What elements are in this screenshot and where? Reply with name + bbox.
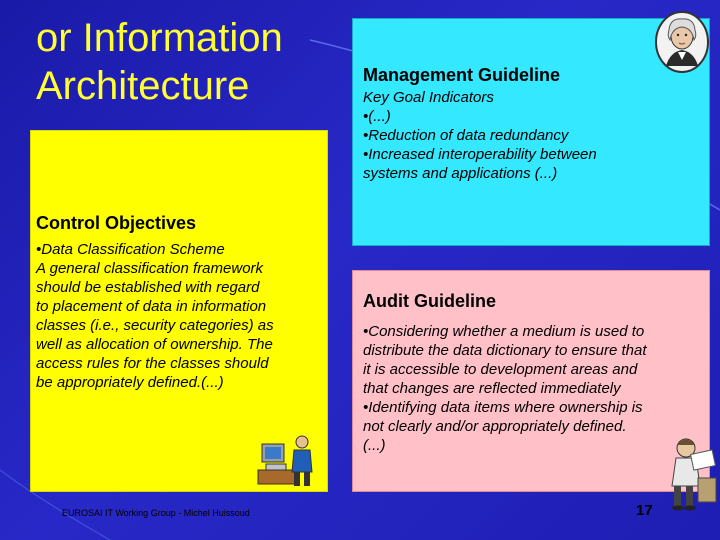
page-number: 17 (636, 502, 653, 519)
title-line-2: Architecture (36, 64, 250, 108)
management-guideline-text: Key Goal Indicators •(...) •Reduction of data redundancy •Increased interoperability between systems and applications (...) (363, 89, 597, 182)
footer-text: EUROSAI IT Working Group - Michel Huissoud (62, 508, 250, 518)
audit-guideline-box (352, 270, 710, 492)
audit-guideline-heading: Audit Guideline (363, 291, 496, 311)
washington-portrait-icon (652, 10, 712, 74)
slide-title (36, 14, 356, 110)
title-line-1: or Information (36, 16, 283, 60)
control-objectives-text: •Data Classification Scheme A general classification framework should be established with regard to placement of data in information classes (i.e., security categories) as well as allocation of ownership. The access rules for the classes should be appropriately defined.(...) (36, 241, 274, 391)
management-guideline-heading: Management Guideline (363, 65, 561, 85)
computer-user-icon (256, 432, 318, 490)
audit-guideline-text: •Considering whether a medium is used to distribute the data dictionary to ensure that it is accessible to development areas and that changes are reflected immediately •Identifying data items where ownership is not clearly and/or appropriately defined. (...) (363, 323, 647, 454)
person-with-papers-icon (664, 432, 720, 512)
control-objectives-heading: Control Objectives (36, 213, 197, 233)
